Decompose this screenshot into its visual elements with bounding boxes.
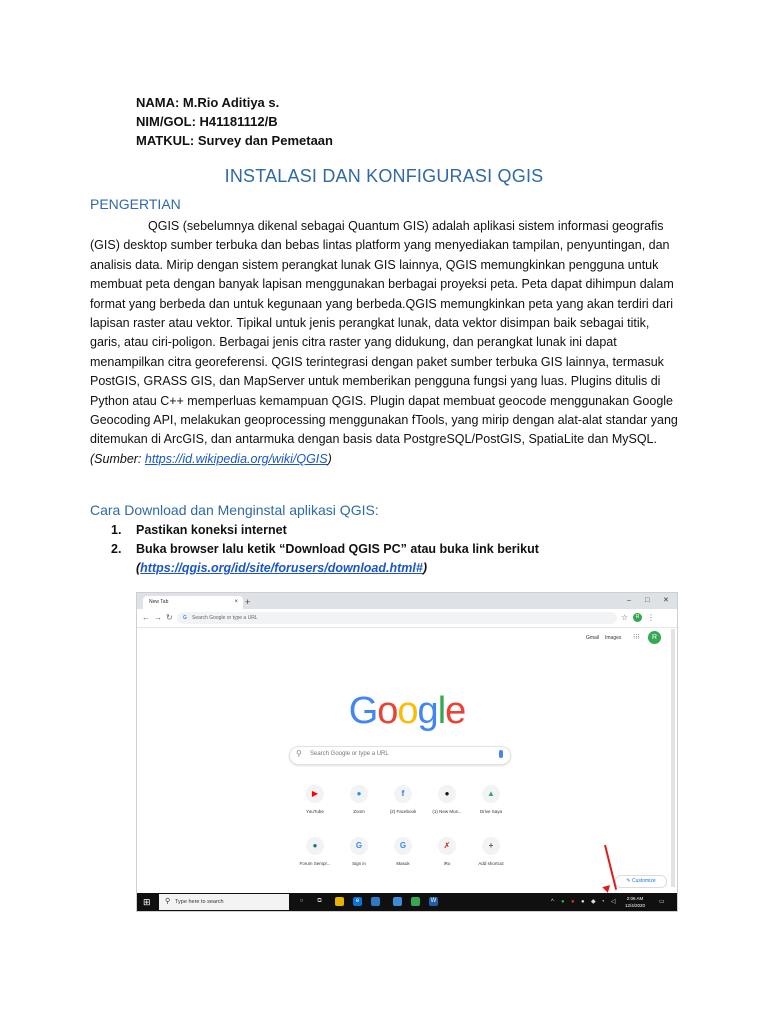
google-logo xyxy=(137,689,677,733)
course-name: MATKUL: Survey dan Pemetaan xyxy=(136,133,333,148)
shortcut-iro[interactable] xyxy=(423,837,471,866)
tab-bar xyxy=(137,593,677,609)
shortcut-add[interactable] xyxy=(467,837,515,866)
back-icon[interactable]: ← xyxy=(142,613,150,622)
step-text: Pastikan koneksi internet xyxy=(136,523,287,537)
tray-chevron-icon[interactable]: ^ xyxy=(551,899,554,905)
link-close-paren: ) xyxy=(422,561,427,575)
customize-button[interactable]: ✎ Customize xyxy=(615,875,667,888)
student-name: NAMA: M.Rio Aditiya s. xyxy=(136,95,280,110)
gmail-link[interactable]: Gmail xyxy=(586,635,600,641)
dropbox-icon[interactable]: ◆ xyxy=(591,899,596,905)
word-icon[interactable]: W xyxy=(430,898,437,904)
red-arrow-line xyxy=(604,845,617,890)
images-link[interactable]: Images xyxy=(605,635,622,641)
shortcut-label: YouTube xyxy=(306,809,324,814)
section-heading-download: Cara Download dan Menginstal aplikasi QGIS: xyxy=(90,502,379,518)
chrome-icon[interactable] xyxy=(411,897,420,906)
new-tab-button[interactable]: + xyxy=(245,597,251,607)
avatar[interactable]: R xyxy=(648,631,661,644)
plus-icon: + xyxy=(482,837,500,855)
google-search-box[interactable] xyxy=(289,746,511,765)
menu-dots-icon[interactable]: ⋮ xyxy=(647,613,655,622)
mail-icon[interactable] xyxy=(393,897,402,906)
shortcut-label: Drive Saya xyxy=(479,809,502,814)
logo-letter: l xyxy=(437,690,446,732)
maximize-icon[interactable]: □ xyxy=(645,597,650,604)
list-item xyxy=(111,521,696,540)
shortcut-label: iRo xyxy=(443,861,451,866)
browser-toolbar xyxy=(137,609,677,628)
shortcut-masuk[interactable] xyxy=(379,837,427,866)
document-title: INSTALASI DAN KONFIGURASI QGIS xyxy=(224,166,544,186)
tray-app-icon[interactable]: ● xyxy=(571,899,575,905)
google-icon: G xyxy=(394,837,412,855)
shortcut-label: Zoom xyxy=(353,809,365,814)
section-heading-pengertian: PENGERTIAN xyxy=(90,196,181,212)
list-item xyxy=(111,540,696,559)
search-icon: ⚲ xyxy=(296,749,302,758)
pengertian-body: QGIS (sebelumnya dikenal sebagai Quantum GIS) adalah aplikasi sistem informasi geografis (GIS) desktop sumber terbuka dan bebas lintas platform yang menyediakan tampilan, penyuntingan, dan analisis data. Mirip dengan sistem perangkat lunak GIS lainnya, QGIS memungkinkan pengguna untuk membuat peta dengan banyak lapisan menggunakan berbagai proyeksi peta. Peta dapat dihimpun dalam format yang berbeda dan untuk kegunaan yang berbeda.QGIS memungkinkan peta yang akan terdiri dari lapisan raster atau vektor. Tipikal untuk jenis perangkat lunak, data vektor disimpan baik sebagai titik, garis, atau ciri-poligon. Berbagai jenis citra raster yang didukung, dan perangkat lunak ini dapat menampilkan citra georeferensi. QGIS terintegrasi dengan paket sumber terbuka GIS lainnya, termasuk PostGIS, GRASS GIS, dan MapServer untuk memberikan pengguna fungsi yang luas. Plugins ditulis di Python atau C++ memperluas kemampuan QGIS. Plugin dapat membuat geocode menggunakan Google Geocoding API, melakukan geoprocessing menggunakan fTools, yang mirip dengan alat-alat standar yang ditemukan di ArcGIS, dan antarmuka dengan basis data PostgreSQL/PostGIS, SpatiaLite dan MySQL. xyxy=(90,219,678,447)
omnibox[interactable] xyxy=(177,612,617,624)
tab-close-icon[interactable]: × xyxy=(234,599,238,605)
tray-app-icon[interactable]: ● xyxy=(581,899,585,905)
browser-screenshot xyxy=(136,592,678,912)
file-explorer-icon[interactable] xyxy=(335,897,344,906)
scrollbar[interactable] xyxy=(671,629,675,887)
volume-icon[interactable]: ◁ xyxy=(611,899,616,905)
windows-start-icon[interactable]: ⊞ xyxy=(143,897,151,907)
minimize-icon[interactable]: – xyxy=(627,597,631,604)
music-icon: ● xyxy=(438,785,456,803)
zoom-icon: ● xyxy=(350,785,368,803)
shortcut-new-music[interactable] xyxy=(423,785,471,814)
logo-letter: g xyxy=(417,690,438,732)
shortcut-forum[interactable] xyxy=(291,837,339,866)
shortcut-youtube[interactable] xyxy=(291,785,339,814)
store-icon[interactable] xyxy=(371,897,380,906)
logo-letter: G xyxy=(348,690,378,732)
search-placeholder: Search Google or type a URL xyxy=(310,751,389,757)
shortcut-label: (2) Facebook xyxy=(389,809,417,814)
download-link-line xyxy=(136,559,696,578)
drive-icon: ▲ xyxy=(482,785,500,803)
clock-time: 2:06 AM xyxy=(626,896,644,901)
shortcut-facebook[interactable] xyxy=(379,785,427,814)
youtube-icon: ▶ xyxy=(306,785,324,803)
close-window-icon[interactable]: ✕ xyxy=(663,597,669,604)
taskbar-search[interactable] xyxy=(159,894,289,910)
shortcut-label: Sign in xyxy=(352,861,366,866)
source-prefix: (Sumber: xyxy=(90,451,145,466)
search-icon: ⚲ xyxy=(165,898,171,905)
shortcut-label: (1) New Mus... xyxy=(432,809,462,814)
omnibox-placeholder: Search Google or type a URL xyxy=(192,615,258,621)
apps-grid-icon[interactable]: ⁝⁝⁝ xyxy=(633,634,640,641)
source-link[interactable]: https://id.wikipedia.org/wiki/QGIS xyxy=(144,451,328,466)
pengertian-paragraph xyxy=(90,217,680,469)
reload-icon[interactable]: ↻ xyxy=(166,613,173,622)
source-suffix: ) xyxy=(327,451,332,466)
customize-label: Customize xyxy=(631,878,656,884)
shortcut-drive[interactable] xyxy=(467,785,515,814)
step-number: 1. xyxy=(111,523,122,537)
notification-icon[interactable]: ▭ xyxy=(659,899,665,905)
shortcut-sign-in[interactable] xyxy=(335,837,383,866)
download-link[interactable]: https://qgis.org/id/site/forusers/download.html# xyxy=(140,561,423,575)
network-icon[interactable]: ◔ xyxy=(601,899,605,905)
tab-new-tab[interactable] xyxy=(143,596,243,609)
bookmark-star-icon[interactable]: ☆ xyxy=(621,613,629,622)
forum-icon: ● xyxy=(306,837,324,855)
forward-icon[interactable]: → xyxy=(154,613,162,622)
shortcut-label: Masuk xyxy=(396,861,410,866)
step-number: 2. xyxy=(111,542,122,556)
cortana-icon[interactable]: ○ xyxy=(299,898,304,904)
edge-icon[interactable]: e xyxy=(353,897,362,906)
logo-letter: o xyxy=(397,690,418,732)
taskbar-clock[interactable] xyxy=(625,895,645,909)
google-icon: G xyxy=(350,837,368,855)
task-view-icon[interactable]: ⧉ xyxy=(317,898,322,904)
profile-icon[interactable]: R xyxy=(633,613,642,622)
step-text: Buka browser lalu ketik “Download QGIS PC” atau buka link berikut xyxy=(136,542,539,556)
logo-letter: o xyxy=(377,690,398,732)
tray-app-icon[interactable]: ● xyxy=(561,899,565,905)
tab-label: New Tab xyxy=(149,599,169,605)
shortcut-label: Forum Sempr... xyxy=(299,861,331,866)
taskbar-search-placeholder: Type here to search xyxy=(175,899,224,905)
steps-list xyxy=(111,521,696,578)
microphone-icon[interactable] xyxy=(499,750,503,758)
facebook-icon: f xyxy=(394,785,412,803)
iro-icon: ✗ xyxy=(438,837,456,855)
shortcut-label: Add shortcut xyxy=(478,861,504,866)
shortcut-zoom[interactable] xyxy=(335,785,383,814)
logo-letter: e xyxy=(445,690,466,732)
google-g-icon: G xyxy=(183,615,187,621)
windows-taskbar xyxy=(137,893,677,911)
link-open-paren: ( xyxy=(136,561,141,575)
clock-date: 12/4/2020 xyxy=(625,903,646,908)
student-nim: NIM/GOL: H41181112/B xyxy=(136,114,278,129)
